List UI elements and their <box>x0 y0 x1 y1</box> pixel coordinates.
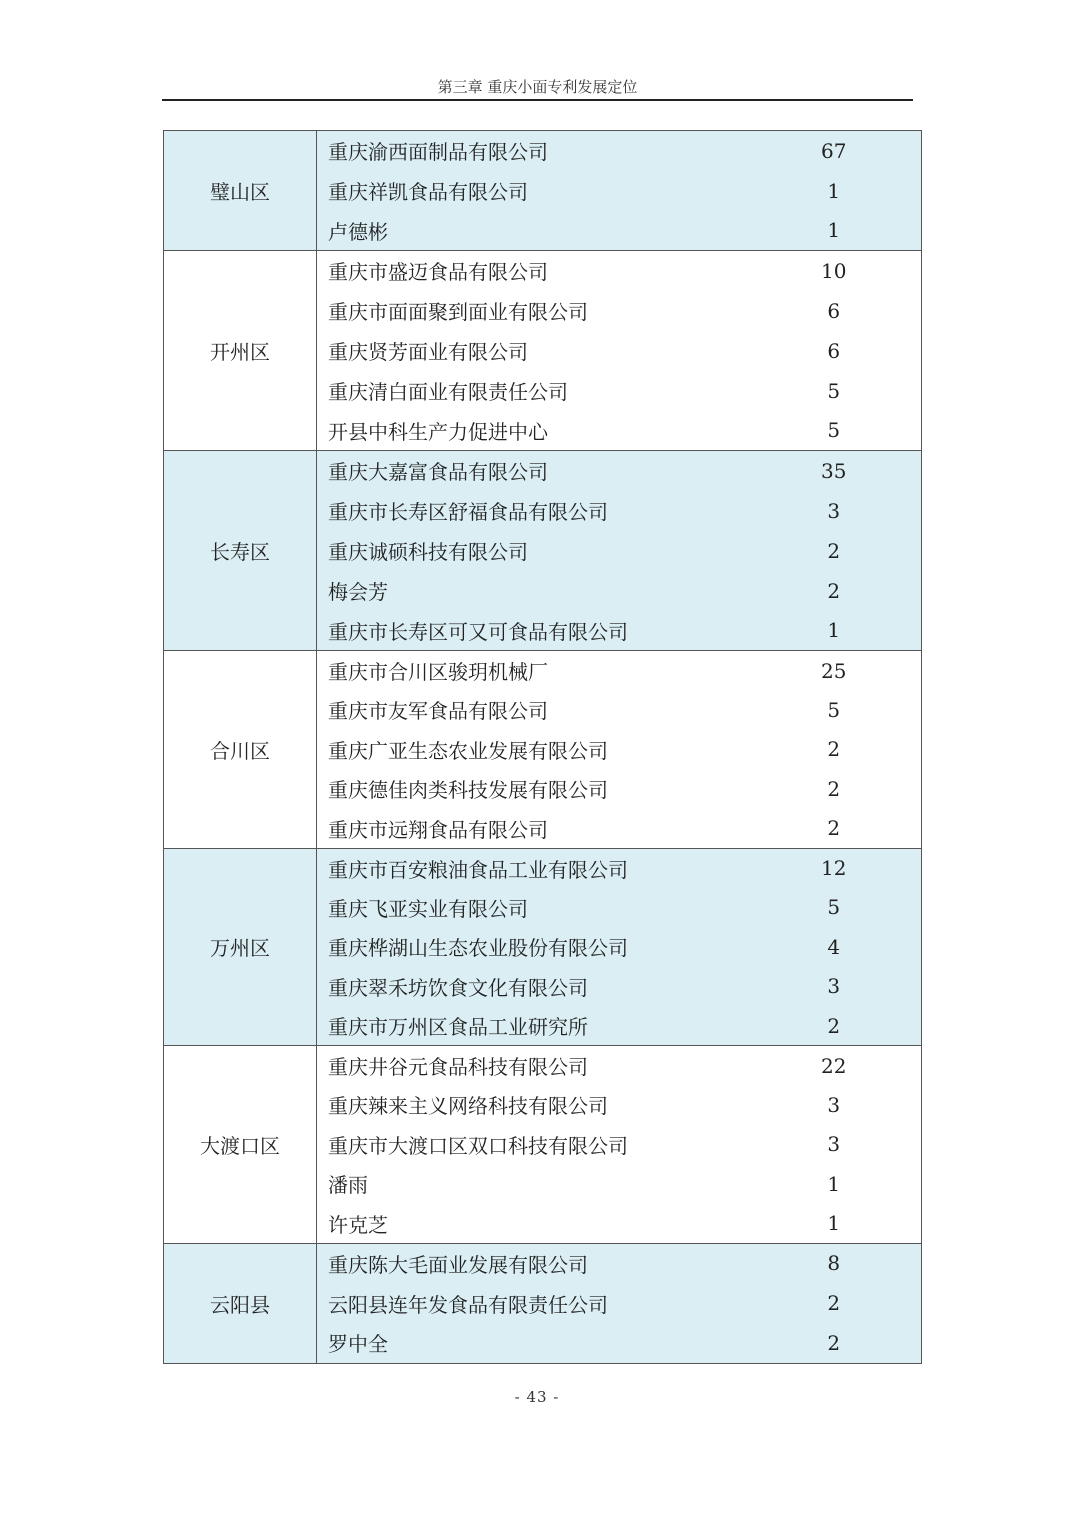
applicant-name-cell: 重庆井谷元食品科技有限公司 <box>328 1055 588 1079</box>
district-cell: 云阳县 <box>164 1243 317 1363</box>
patent-count-cell: 12 <box>821 856 847 880</box>
patent-count-cell: 5 <box>827 418 841 443</box>
applicant-name-cell: 云阳县连年发食品有限责任公司 <box>328 1292 608 1317</box>
patent-count-cell: 2 <box>827 1330 841 1355</box>
district-cell: 万州区 <box>164 848 317 1046</box>
applicant-name-cell: 重庆桦湖山生态农业股份有限公司 <box>328 936 628 961</box>
district-group <box>164 1046 922 1244</box>
page-number: - 43 - <box>514 1388 560 1406</box>
patent-count-cell: 2 <box>827 1291 841 1315</box>
table-row <box>164 1046 922 1086</box>
table-row <box>164 1243 922 1283</box>
patent-count-cell: 2 <box>827 816 841 840</box>
patent-count-cell: 1 <box>827 218 841 243</box>
applicant-name-cell: 重庆辣来主义网络科技有限公司 <box>328 1094 608 1119</box>
applicant-name-cell: 开县中科生产力促进中心 <box>328 419 548 444</box>
applicant-name-cell: 许克芝 <box>328 1212 388 1237</box>
patent-count-cell: 1 <box>827 618 841 643</box>
district-cell: 长寿区 <box>164 451 317 651</box>
patent-count-cell: 25 <box>821 658 847 683</box>
table-row <box>164 848 922 888</box>
district-cell: 璧山区 <box>164 131 317 251</box>
header-rule <box>162 99 913 101</box>
district-cell: 大渡口区 <box>164 1046 317 1244</box>
patent-count-cell: 5 <box>827 378 841 403</box>
applicant-name-cell: 重庆市长寿区舒福食品有限公司 <box>328 500 608 524</box>
applicant-name-cell: 重庆诚硕科技有限公司 <box>328 540 528 564</box>
patent-count-cell: 3 <box>827 498 841 523</box>
patent-count-cell: 5 <box>827 895 841 920</box>
patent-count-cell: 1 <box>827 1171 841 1196</box>
applicant-name-cell: 重庆清白面业有限责任公司 <box>328 380 568 404</box>
patent-count-cell: 3 <box>827 1132 841 1157</box>
applicant-name-cell: 重庆市长寿区可又可食品有限公司 <box>328 619 628 644</box>
district-group <box>164 1243 922 1363</box>
applicant-name-cell: 重庆市面面聚到面业有限公司 <box>328 300 588 324</box>
applicant-name-cell: 重庆大嘉富食品有限公司 <box>328 460 548 485</box>
applicant-name-cell: 卢德彬 <box>328 219 388 244</box>
applicant-name-cell: 重庆祥凯食品有限公司 <box>328 180 528 204</box>
patent-count-cell: 67 <box>821 138 847 163</box>
district-group <box>164 131 922 251</box>
patent-count-cell: 10 <box>821 258 847 283</box>
patent-count-cell: 8 <box>827 1251 841 1276</box>
applicant-name-cell: 重庆市友军食品有限公司 <box>328 699 548 724</box>
patent-count-cell: 35 <box>821 458 847 483</box>
applicant-name-cell: 重庆渝西面制品有限公司 <box>328 140 548 165</box>
patent-count-cell: 6 <box>827 298 841 323</box>
patent-count-cell: 3 <box>827 1092 841 1117</box>
patent-count-cell: 2 <box>827 1013 841 1038</box>
applicant-name-cell: 重庆翠禾坊饮食文化有限公司 <box>328 975 588 1000</box>
district-cell: 开州区 <box>164 251 317 451</box>
patent-count-cell: 2 <box>827 776 841 801</box>
applicant-name-cell: 重庆市盛迈食品有限公司 <box>328 260 548 285</box>
applicant-name-cell: 潘雨 <box>328 1173 368 1198</box>
district-cell: 合川区 <box>164 651 317 849</box>
patent-count-cell: 2 <box>827 538 841 563</box>
applicant-name-cell: 重庆德佳肉类科技发展有限公司 <box>328 778 608 803</box>
table-row <box>164 251 922 291</box>
patent-count-cell: 3 <box>827 974 841 999</box>
patent-count-cell: 5 <box>827 697 841 722</box>
patent-count-cell: 2 <box>827 578 841 603</box>
applicant-name-cell: 重庆市大渡口区双口科技有限公司 <box>328 1133 628 1158</box>
applicant-name-cell: 重庆市百安粮油食品工业有限公司 <box>328 857 628 882</box>
applicant-name-cell: 梅会芳 <box>328 580 388 604</box>
table-row <box>164 451 922 491</box>
district-group <box>164 251 922 451</box>
applicant-name-cell: 重庆贤芳面业有限公司 <box>328 340 528 364</box>
applicant-name-cell: 重庆市远翔食品有限公司 <box>328 817 548 842</box>
table-row <box>164 131 922 171</box>
district-group <box>164 451 922 651</box>
applicant-name-cell: 重庆广亚生态农业发展有限公司 <box>328 738 608 763</box>
patent-applicant-table <box>163 130 922 1364</box>
applicant-name-cell: 重庆飞亚实业有限公司 <box>328 896 528 921</box>
patent-count-cell: 2 <box>827 737 841 762</box>
patent-count-cell: 4 <box>827 934 841 959</box>
applicant-name-cell: 重庆陈大毛面业发展有限公司 <box>328 1252 588 1277</box>
district-group <box>164 848 922 1046</box>
patent-count-cell: 1 <box>827 1211 841 1235</box>
patent-count-cell: 6 <box>827 338 841 363</box>
table-row <box>164 651 922 691</box>
applicant-name-cell: 重庆市合川区骏玥机械厂 <box>328 660 548 684</box>
applicant-name-cell: 罗中全 <box>328 1332 388 1357</box>
patent-count-cell: 1 <box>827 178 841 203</box>
patent-count-cell: 22 <box>821 1053 847 1078</box>
applicant-name-cell: 重庆市万州区食品工业研究所 <box>328 1015 588 1039</box>
page-header-title: 第三章 重庆小面专利发展定位 <box>437 78 638 96</box>
district-group <box>164 651 922 849</box>
